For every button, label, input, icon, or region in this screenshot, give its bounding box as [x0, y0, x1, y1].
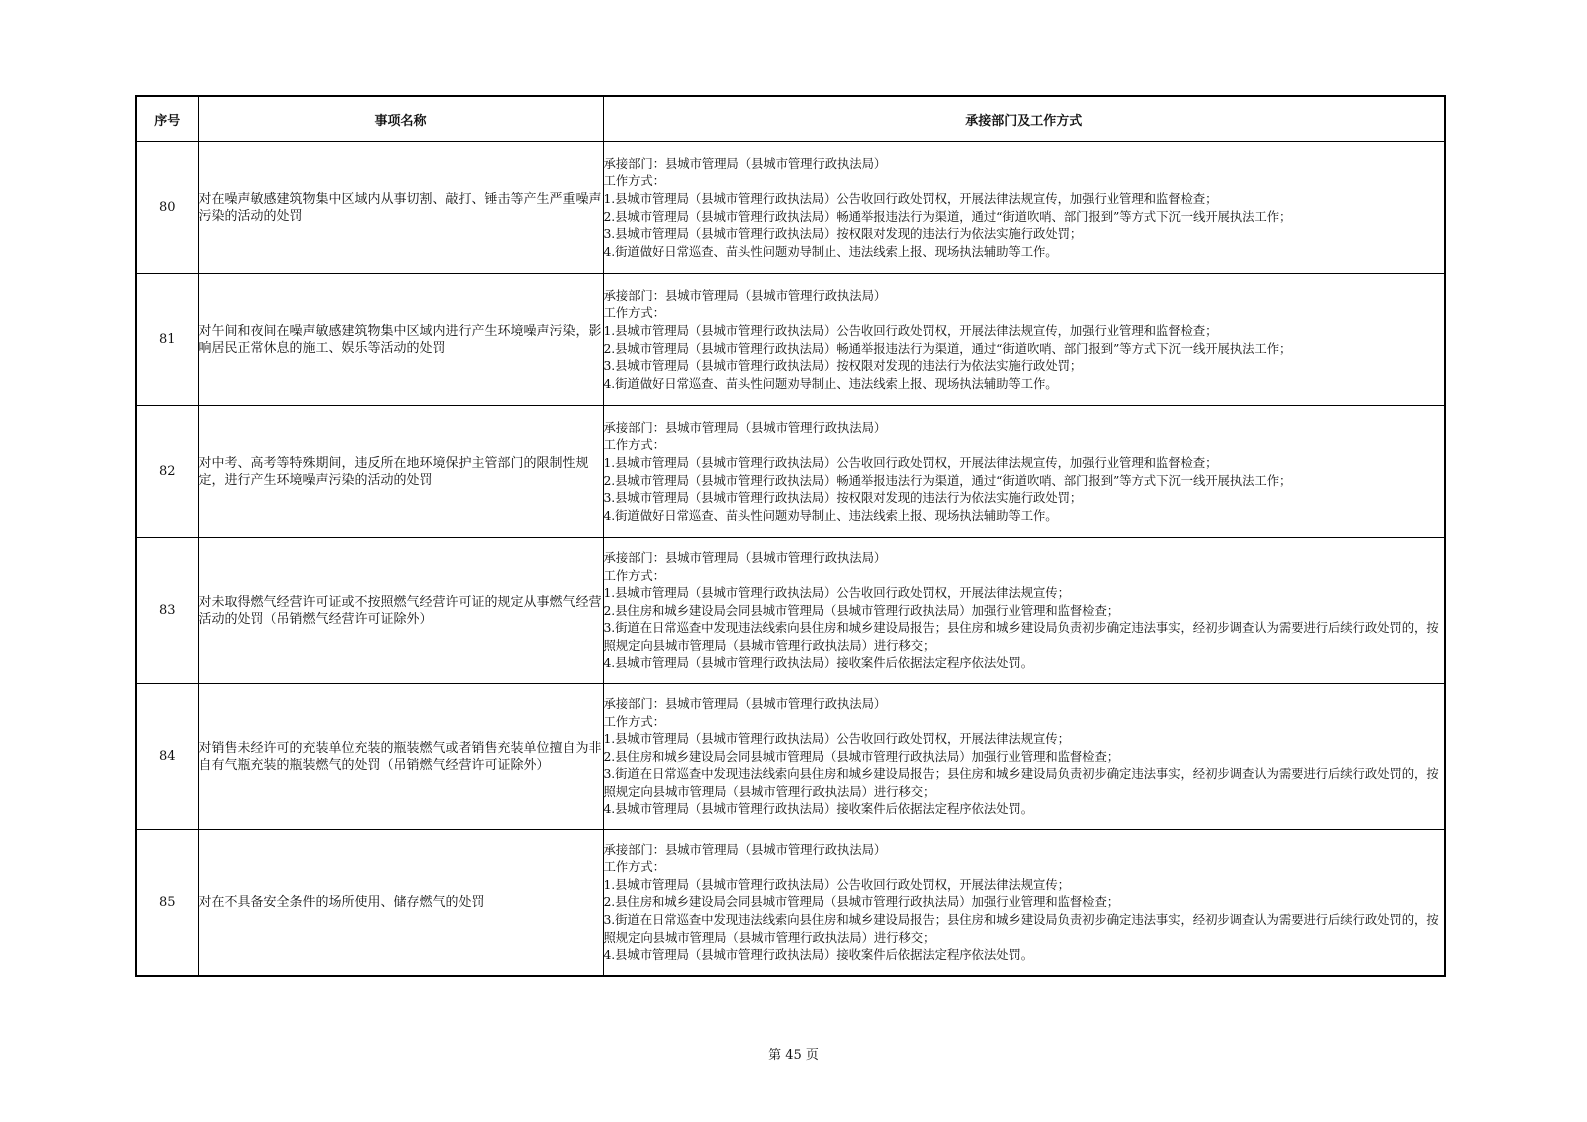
- dept-line: 2.县住房和城乡建设局会同县城市管理局（县城市管理行政执法局）加强行业管理和监督检查；: [603, 894, 1120, 910]
- dept-line: 3.街道在日常巡查中发现违法线索向县住房和城乡建设局报告；县住房和城乡建设局负责初步确定违法事实，经初步调查认为需要进行后续行政处罚的，按照规定向县城市管理局（县城市管理行政执法局）进行移交；: [603, 912, 1439, 945]
- header-row: [136, 96, 1445, 142]
- dept-line: 2.县城市管理局（县城市管理行政执法局）畅通举报违法行为渠道，通过“街道吹哨、部门报到”等方式下沉一线开展执法工作；: [603, 208, 1292, 224]
- row-dept-method: [603, 406, 1445, 538]
- dept-line: 1.县城市管理局（县城市管理行政执法局）公告收回行政处罚权，开展法律法规宣传；: [603, 585, 1070, 601]
- dept-line: 2.县城市管理局（县城市管理行政执法局）畅通举报违法行为渠道，通过“街道吹哨、部门报到”等方式下沉一线开展执法工作；: [603, 472, 1292, 488]
- dept-line: 1.县城市管理局（县城市管理行政执法局）公告收回行政处罚权，开展法律法规宣传，加强行业管理和监督检查；: [603, 454, 1218, 470]
- dept-line: 承接部门：县城市管理局（县城市管理行政执法局）: [603, 287, 887, 303]
- dept-line: 工作方式：: [603, 173, 665, 189]
- dept-line: 3.县城市管理局（县城市管理行政执法局）按权限对发现的违法行为依法实施行政处罚；: [603, 358, 1083, 374]
- dept-line: 1.县城市管理局（县城市管理行政执法局）公告收回行政处罚权，开展法律法规宣传，加强行业管理和监督检查；: [603, 322, 1218, 338]
- dept-line: 承接部门：县城市管理局（县城市管理行政执法局）: [603, 155, 887, 171]
- dept-line: 工作方式：: [603, 305, 665, 321]
- table-row: [136, 684, 1445, 830]
- table-row: [136, 274, 1445, 406]
- dept-line: 2.县城市管理局（县城市管理行政执法局）畅通举报违法行为渠道，通过“街道吹哨、部门报到”等方式下沉一线开展执法工作；: [603, 340, 1292, 356]
- row-matter-name: 对销售未经许可的充装单位充装的瓶装燃气或者销售充装单位擅自为非自有气瓶充装的瓶装燃气的处罚（吊销燃气经营许可证除外）: [198, 684, 603, 830]
- row-dept-method: [603, 142, 1445, 274]
- matters-table: [135, 95, 1446, 977]
- dept-line: 1.县城市管理局（县城市管理行政执法局）公告收回行政处罚权，开展法律法规宣传；: [603, 876, 1070, 892]
- row-matter-name: 对中考、高考等特殊期间，违反所在地环境保护主管部门的限制性规定，进行产生环境噪声污染的活动的处罚: [198, 406, 603, 538]
- dept-line: 4.县城市管理局（县城市管理行政执法局）接收案件后依据法定程序依法处罚。: [603, 801, 1034, 817]
- row-seq: 82: [136, 406, 198, 538]
- row-seq: 84: [136, 684, 198, 830]
- row-dept-method: [603, 538, 1445, 684]
- row-matter-name: 对午间和夜间在噪声敏感建筑物集中区域内进行产生环境噪声污染，影响居民正常休息的施工、娱乐等活动的处罚: [198, 274, 603, 406]
- dept-line: 工作方式：: [603, 859, 665, 875]
- row-seq: 81: [136, 274, 198, 406]
- dept-line: 承接部门：县城市管理局（县城市管理行政执法局）: [603, 549, 887, 565]
- dept-line: 工作方式：: [603, 567, 665, 583]
- dept-line: 1.县城市管理局（县城市管理行政执法局）公告收回行政处罚权，开展法律法规宣传，加强行业管理和监督检查；: [603, 190, 1218, 206]
- header-dept: 承接部门及工作方式: [603, 96, 1445, 142]
- dept-line: 4.街道做好日常巡查、苗头性问题劝导制止、违法线索上报、现场执法辅助等工作。: [603, 507, 1058, 523]
- dept-line: 4.街道做好日常巡查、苗头性问题劝导制止、违法线索上报、现场执法辅助等工作。: [603, 243, 1058, 259]
- table-row: [136, 406, 1445, 538]
- header-seq: 序号: [136, 96, 198, 142]
- dept-line: 2.县住房和城乡建设局会同县城市管理局（县城市管理行政执法局）加强行业管理和监督检查；: [603, 748, 1120, 764]
- row-seq: 80: [136, 142, 198, 274]
- dept-line: 工作方式：: [603, 437, 665, 453]
- dept-line: 1.县城市管理局（县城市管理行政执法局）公告收回行政处罚权，开展法律法规宣传；: [603, 731, 1070, 747]
- dept-line: 承接部门：县城市管理局（县城市管理行政执法局）: [603, 841, 887, 857]
- row-matter-name: 对在噪声敏感建筑物集中区域内从事切割、敲打、锤击等产生严重噪声污染的活动的处罚: [198, 142, 603, 274]
- dept-line: 工作方式：: [603, 713, 665, 729]
- dept-line: 3.县城市管理局（县城市管理行政执法局）按权限对发现的违法行为依法实施行政处罚；: [603, 490, 1083, 506]
- dept-line: 3.街道在日常巡查中发现违法线索向县住房和城乡建设局报告；县住房和城乡建设局负责初步确定违法事实，经初步调查认为需要进行后续行政处罚的，按照规定向县城市管理局（县城市管理行政执法局）进行移交；: [603, 766, 1439, 799]
- table-body: [136, 142, 1445, 976]
- row-dept-method: [603, 274, 1445, 406]
- row-seq: 85: [136, 830, 198, 976]
- dept-line: 4.县城市管理局（县城市管理行政执法局）接收案件后依据法定程序依法处罚。: [603, 947, 1034, 963]
- row-dept-method: [603, 830, 1445, 976]
- dept-line: 4.县城市管理局（县城市管理行政执法局）接收案件后依据法定程序依法处罚。: [603, 655, 1034, 671]
- header-name: 事项名称: [198, 96, 603, 142]
- row-seq: 83: [136, 538, 198, 684]
- dept-line: 4.街道做好日常巡查、苗头性问题劝导制止、违法线索上报、现场执法辅助等工作。: [603, 375, 1058, 391]
- row-matter-name: 对在不具备安全条件的场所使用、储存燃气的处罚: [198, 830, 603, 976]
- row-dept-method: [603, 684, 1445, 830]
- dept-line: 3.县城市管理局（县城市管理行政执法局）按权限对发现的违法行为依法实施行政处罚；: [603, 226, 1083, 242]
- dept-line: 承接部门：县城市管理局（县城市管理行政执法局）: [603, 695, 887, 711]
- page-number: 第 45 页: [768, 1048, 819, 1063]
- dept-line: 2.县住房和城乡建设局会同县城市管理局（县城市管理行政执法局）加强行业管理和监督检查；: [603, 602, 1120, 618]
- dept-line: 3.街道在日常巡查中发现违法线索向县住房和城乡建设局报告；县住房和城乡建设局负责初步确定违法事实，经初步调查认为需要进行后续行政处罚的，按照规定向县城市管理局（县城市管理行政执法局）进行移交；: [603, 620, 1439, 653]
- table-row: [136, 830, 1445, 976]
- table-row: [136, 142, 1445, 274]
- dept-line: 承接部门：县城市管理局（县城市管理行政执法局）: [603, 419, 887, 435]
- row-matter-name: 对未取得燃气经营许可证或不按照燃气经营许可证的规定从事燃气经营活动的处罚（吊销燃气经营许可证除外）: [198, 538, 603, 684]
- table-row: [136, 538, 1445, 684]
